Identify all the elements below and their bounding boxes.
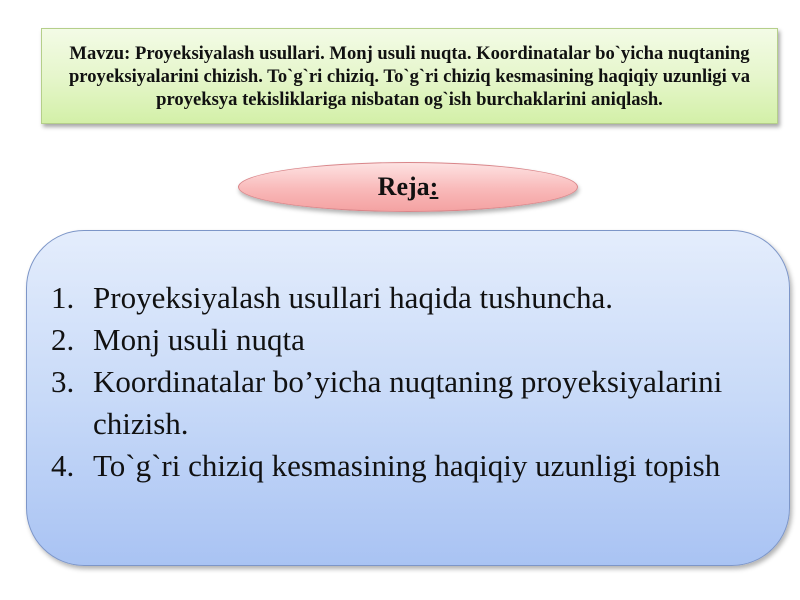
topic-text: Mavzu: Proyeksiyalash usullari. Monj usuli nuqta. Koordinatalar bo`yicha nuqtaning proyeksiyalarini chizish. To`g`ri chiziq. To`g`ri chiziq kesmasining haqiqiy uzunligi va proyeksya tekisliklariga nisbatan og`ish burchaklarini aniqlash. [68,42,751,110]
plan-item-text: Monj usuli nuqta [93,322,305,357]
plan-list-item [51,319,731,361]
plan-item-number: 4. [51,448,75,483]
plan-content-box [26,230,790,566]
plan-item-number: 3. [51,364,75,399]
plan-list-item [51,361,731,445]
topic-box [41,28,778,124]
plan-item-text: To`g`ri chiziq kesmasining haqiqiy uzunligi topish [93,448,721,483]
plan-list [51,277,731,487]
plan-list-item [51,445,731,487]
plan-heading [378,172,439,202]
plan-item-number: 2. [51,322,75,357]
plan-item-text: Koordinatalar bo’yicha nuqtaning proyeksiyalarini chizish. [93,364,723,441]
plan-item-number: 1. [51,280,75,315]
plan-heading-colon: : [429,172,439,201]
plan-item-text: Proyeksiyalash usullari haqida tushuncha. [93,280,614,315]
plan-list-item [51,277,731,319]
plan-heading-ellipse [238,162,578,212]
plan-heading-text: Reja [377,172,430,201]
